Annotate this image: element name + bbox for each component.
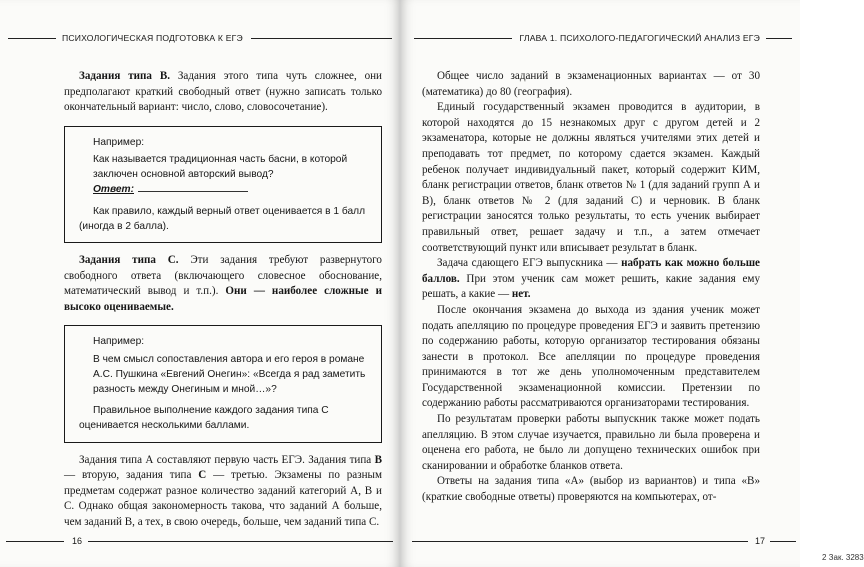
typeC-bold: Они — наиболее сложные и высоко оцениваемые. [64, 285, 382, 313]
left-running-head [8, 31, 392, 45]
task-text-2: При этом ученик сам может решить, какие задания ему решать, а какие — [422, 272, 760, 301]
final-bold-1: В [374, 453, 382, 466]
example-box-1 [64, 126, 382, 243]
head-rule [251, 38, 392, 39]
typeB-lead: Задания типа В. [79, 70, 170, 82]
paragraph-question-count: Общее число заданий в экзаменационных вариантах — от 30 (математика) до 80 (география). [422, 70, 760, 98]
paragraph-answer-checking: Ответы на задания типа «А» (выбор из вариантов) и типа «В» (краткие свободные ответы) проверяются на компьютерах, от- [422, 475, 760, 504]
right-page-number: 17 [755, 536, 766, 546]
answer-blank [138, 191, 248, 192]
task-bold-2: нет. [511, 288, 531, 301]
paragraph-appeal: После окончания экзамена до выхода из здания ученик может подать апелляцию по процедуре проведения ЕГЭ и заявить претензию по содержанию работы, которую организатор тестирования обязаны занести в протокол. Все апелляции по процедуре проведения принимаются в тот же день уполномоченным представителем Государственной экзаменационной комиссии. Претензии по содержанию работы рассматриваются организаторами тестирования. [422, 303, 760, 410]
example-question: Как называется традиционная часть басни, в которой заключен основной авторский вывод? [93, 153, 348, 181]
final-paragraph [64, 453, 382, 531]
paragraph-student-task [422, 256, 760, 303]
example-box-2 [64, 325, 382, 442]
right-page [400, 0, 864, 567]
right-running-head [414, 31, 792, 45]
footer-rule [770, 541, 796, 542]
final-bold-2: С [198, 469, 207, 482]
typeC-lead: Задания типа С. [79, 254, 179, 266]
right-text-column [422, 69, 760, 506]
final-text-2: — вторую, задания типа [64, 469, 199, 482]
left-running-head-text: ПСИХОЛОГИЧЕСКАЯ ПОДГОТОВКА К ЕГЭ [62, 33, 243, 43]
answer-label: Ответ: [93, 184, 134, 196]
left-text-column [64, 69, 382, 531]
example-heading: Например: [93, 136, 145, 148]
example-heading: Например: [93, 336, 145, 348]
footer-rule [412, 541, 748, 542]
example-note: Как правило, каждый верный ответ оценивается в 1 балл (иногда в 2 балла). [79, 205, 366, 232]
final-text-3: — третью. Экзамены по разным предметам содержат разное количество заданий категорий А, В и С. Однако общая закономерность такова, что заданий А больше, чем заданий В, а тех, в свою очередь, больше, чем заданий типа С. [64, 469, 382, 528]
left-page-number: 16 [72, 536, 83, 546]
paragraph-results-appeal: По результатам проверки работы выпускник также может подать апелляцию. В этом случае изучается, правильно ли была проверена и оценена его работа, не было ли допущено технических ошибок при сканировании и обработке бланков ответа. [422, 413, 760, 472]
footer-rule [88, 541, 393, 542]
head-rule [766, 38, 792, 39]
task-text-1: Задача сдающего ЕГЭ выпускника — [437, 257, 622, 270]
head-rule [414, 38, 512, 39]
example-note: Правильное выполнение каждого задания типа С оценивается несколькими баллами. [79, 405, 329, 432]
head-rule [8, 38, 56, 39]
paragraph-exam-procedure: Единый государственный экзамен проводится в аудитории, в которой находятся до 15 незнакомых друг с другом детей и 2 экзаменатора, которые не должны являться учителями этих детей и преподавать тот предмет, по которому сдается экзамен. Каждый ребенок получает индивидуальный пакет, который содержит КИМ, бланк регистрации ответов, бланк ответов № 1 (для заданий групп А и В), бланк ответов № 2 (для заданий С) и черновик. В бланк регистрации заносятся только результаты, то есть ученик выбирает правильный ответ, решает задачу и т.п., а затем отмечает соответствующий пункт или вписывает результат в бланк. [422, 101, 760, 254]
footer-rule [6, 541, 64, 542]
typeB-text: Задания этого типа чуть сложнее, они предполагают краткий свободный ответ (нужно записать только окончательный вариант: число, слово, словосочетание). [64, 70, 382, 114]
right-running-head-text: ГЛАВА 1. ПСИХОЛОГО-ПЕДАГОГИЧЕСКИЙ АНАЛИЗ ЕГЭ [519, 33, 760, 43]
example-question: В чем смысл сопоставления автора и его героя в романе А.С. Пушкина «Евгений Онегин»: «Всегда я рад заметить разность между Онегиным и мной…»? [93, 353, 366, 395]
printer-signature: 2 Зак. 3283 [822, 553, 864, 562]
typeC-text: Эти задания требуют развернутого свободного ответа (включающего словесное обоснование, математический вывод и т.п.). [64, 254, 382, 298]
task-bold-1: набрать как можно больше баллов. [422, 257, 760, 285]
answer-line [93, 182, 369, 197]
left-page [0, 0, 400, 567]
typeB-paragraph [64, 69, 382, 116]
final-text-1: Задания типа А составляют первую часть ЕГЭ. Задания типа [79, 453, 375, 466]
typeC-paragraph [64, 253, 382, 315]
